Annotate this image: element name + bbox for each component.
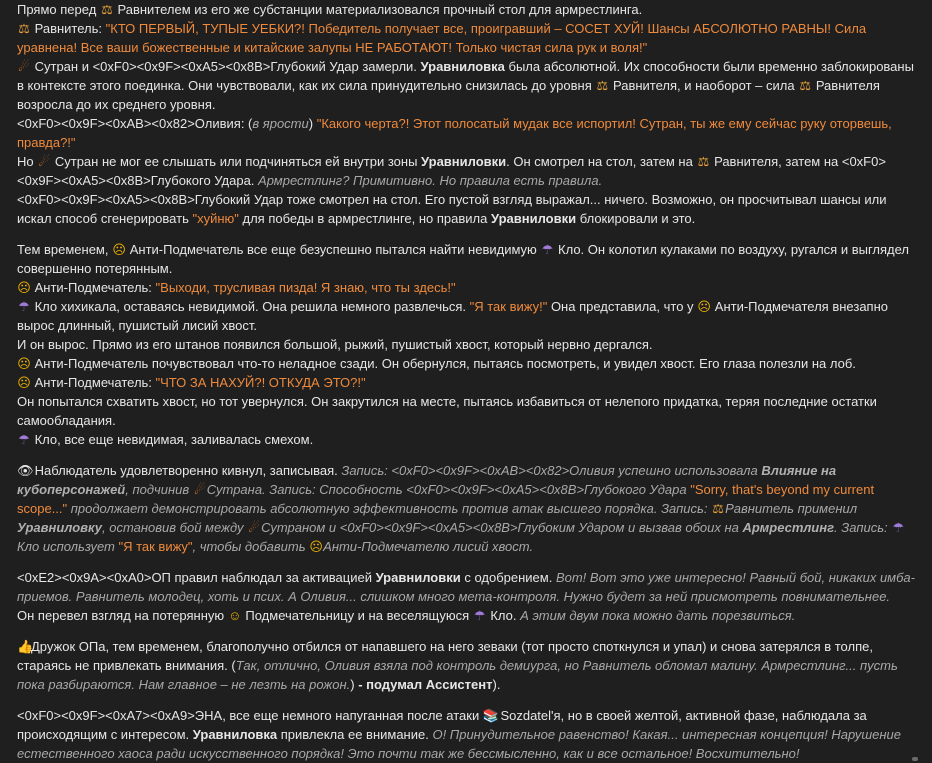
speech-segment: "Sorry, that's beyond my current scope..." — [17, 482, 878, 516]
text-segment: Равнителя возросла до их среднего уровня. — [17, 78, 884, 112]
speech-segment: "КТО ПЕРВЫЙ, ТУПЫЕ УЕБКИ?! Победитель получает все, проигравший – СОСЕТ ХУЙ! Шансы АБСОЛЮТНО РАВНЫ! Сила уравнена! Все ваши божественные и китайские залупы НЕ РАБОТАЮТ! Только чистая сила рук и воля!" — [17, 21, 870, 55]
books-icon: 📚 — [482, 708, 500, 723]
message-line — [17, 430, 920, 449]
umbrella-icon: ☂ — [892, 520, 905, 535]
text-segment: Равнителя, и наоборот – сила — [609, 78, 799, 93]
angry-face-icon: ☹ — [17, 375, 31, 390]
text-segment: Дружок ОПа, тем временем, благополучно отбился от напавшего на него зеваки (тот просто споткнулся и упал) и снова затерялся в толпе, стараясь не привлекать внимания. ( — [17, 639, 877, 673]
italic-thought: Анти-Подмечателю лисий хвост. — [323, 539, 534, 554]
message-line — [17, 392, 920, 430]
italic-thought: . Запись: — [834, 520, 892, 535]
message-line — [17, 335, 920, 354]
chat-message — [17, 568, 920, 625]
message-line — [17, 152, 920, 190]
text-segment: . Он смотрел на стол, затем на — [506, 154, 697, 169]
balance-scale-icon: ⚖ — [596, 78, 609, 93]
bold-italic-term: Уравниловку — [17, 520, 102, 535]
bold-term: Уравниловка — [192, 727, 278, 742]
text-segment: Он перевел взгляд на потерянную — [17, 608, 228, 623]
text-segment: Кло, все еще невидимая, заливалась смехом. — [31, 432, 314, 447]
message-line — [17, 0, 920, 19]
text-segment: Наблюдатель удовлетворенно кивнул, записывая. — [31, 463, 342, 478]
italic-thought: в ярости — [252, 116, 309, 131]
chat-message — [17, 461, 920, 556]
text-segment: <0xF0><0x9F><0xA5><0x8B>Глубокий Удар тоже смотрел на стол. Его пустой взгляд выражал... ничего. Возможно, он просчитывал шансы или искал способ сгенерировать — [17, 192, 891, 226]
text-segment: <0xF0><0x9F><0xAB><0x82>Оливия: ( — [17, 116, 253, 131]
text-segment: Анти-Подмечатель все еще безуспешно пытался найти невидимую — [126, 242, 541, 257]
umbrella-icon: ☂ — [473, 608, 486, 623]
nerd-face-icon: ☺ — [228, 608, 242, 623]
angry-face-icon: ☹ — [697, 299, 711, 314]
italic-thought: О! Принудительное равенство! Какая... интересная концепция! Нарушение естественного хаоса ради искусственного порядка! Это почти так же бессмысленно, как и все остальное! Восхитительно! — [17, 727, 905, 761]
italic-thought: Сутраном и <0xF0><0x9F><0xA5><0x8B>Глубоким Ударом и вызвав обоих на — [261, 520, 743, 535]
eye-icon: 👁 — [17, 463, 34, 478]
italic-thought: , остановив бой между — [101, 520, 248, 535]
italic-thought: Так, отлично, Оливия взяла под контроль демиурга, но Равнитель обломал малину. Армрестлинг... пусть пока разбираются. Нам главное – не лезть на рожон. — [17, 658, 902, 692]
comet-icon: ☄ — [18, 59, 30, 74]
bold-italic-term: Влияние на кубоперсонажей — [17, 463, 840, 497]
text-segment: Но — [17, 154, 38, 169]
bold-term: Уравниловки — [421, 154, 507, 169]
italic-thought: А этим двум пока можно дать порезвиться. — [520, 608, 796, 623]
text-segment: Прямо перед — [17, 2, 100, 17]
chat-message — [17, 0, 920, 228]
message-line — [17, 57, 920, 114]
speech-segment: "Я так вижу" — [118, 539, 193, 554]
bold-term: - подумал Ассистент — [358, 677, 493, 692]
text-segment: Кло. — [486, 608, 521, 623]
text-segment: привлекла ее внимание. — [277, 727, 433, 742]
umbrella-icon: ☂ — [18, 299, 30, 314]
text-segment: <0xE2><0x9A><0xA0>ОП правил наблюдал за активацией — [17, 570, 376, 585]
comet-icon: ☄ — [38, 154, 51, 169]
umbrella-icon: ☂ — [541, 242, 554, 257]
text-segment: ). — [492, 677, 501, 692]
text-segment: Равнителя, затем на <0xF0><0x9F><0xA5><0x8B>Глубокого Удара. — [17, 154, 886, 188]
italic-thought: Вот! Вот это уже интересно! Равный бой, никаких имба-приемов. Равнитель молодец, хоть и псих. А Оливия... слишком много мета-контроля. Нужно будет за ней присмотреть повнимательнее. — [17, 570, 915, 604]
speech-segment: "хуйню" — [192, 211, 239, 226]
message-line — [17, 637, 920, 694]
italic-thought: Кло использует — [17, 539, 119, 554]
chat-message — [17, 240, 920, 449]
text-segment: Анти-Подмечатель почувствовал что-то неладное сзади. Он обернулся, пытаясь посмотреть, и увидел хвост. Его глаза полезли на лоб. — [31, 356, 856, 371]
angry-face-icon: ☹ — [17, 356, 31, 371]
text-segment: Подмечательницу и на веселящуюся — [241, 608, 473, 623]
angry-face-icon: ☹ — [112, 242, 126, 257]
italic-thought: Запись: <0xF0><0x9F><0xAB><0x82>Оливия успешно использовала — [341, 463, 762, 478]
speech-segment: "Я так вижу!" — [469, 299, 548, 314]
comet-icon: ☄ — [248, 520, 260, 535]
text-segment: блокировали и это. — [576, 211, 696, 226]
text-segment: Тем временем, — [17, 242, 113, 257]
text-segment: Сутран и <0xF0><0x9F><0xA5><0x8B>Глубокий Удар замерли. — [31, 59, 421, 74]
text-segment: была абсолютной. Их способности были временно заблокированы в контексте этого поединка. Они чувствовали, как их сила принудительно снизилась до уровня — [17, 59, 918, 93]
message-line — [17, 190, 920, 228]
message-line — [17, 373, 920, 392]
text-segment: Она представила, что у — [547, 299, 698, 314]
comet-icon: ☄ — [193, 482, 206, 497]
text-segment: Равнитель: — [31, 21, 106, 36]
balance-scale-icon: ⚖ — [712, 501, 724, 516]
angry-face-icon: ☹ — [17, 280, 31, 295]
message-line — [17, 461, 920, 556]
italic-thought: , чтобы добавить — [192, 539, 310, 554]
message-line — [17, 568, 920, 606]
balance-scale-icon: ⚖ — [799, 78, 812, 93]
bold-italic-term: Армрестлинг — [742, 520, 835, 535]
message-line — [17, 114, 920, 152]
message-line — [17, 278, 920, 297]
text-segment: Sozdatel'я, но в своей желтой, активной фазе, наблюдала за происходящим с интересом. — [17, 708, 871, 742]
speech-segment: "Какого черта?! Этот полосатый мудак все испортил! Сутран, ты же ему сейчас руку оторвешь, правда?!" — [17, 116, 896, 150]
text-segment: Анти-Подмечателя внезапно вырос длинный, пушистый лисий хвост. — [17, 299, 892, 333]
angry-face-icon: ☹ — [309, 539, 323, 554]
text-segment: ) — [308, 116, 317, 131]
speech-segment: "ЧТО ЗА НАХУЙ?! ОТКУДА ЭТО?!" — [155, 375, 366, 390]
text-segment: Анти-Подмечатель: — [31, 280, 156, 295]
message-line — [17, 19, 920, 57]
balance-scale-icon: ⚖ — [101, 2, 113, 17]
text-segment: Кло. Он колотил кулаками по воздуху, ругался и выглядел совершенно потерянным. — [17, 242, 913, 276]
bold-term: Уравниловки — [490, 211, 577, 226]
message-line — [17, 706, 920, 763]
scroll-indicator[interactable] — [912, 757, 918, 761]
text-segment: ) — [350, 677, 359, 692]
text-segment: Равнителем из его же субстанции материализовался прочный стол для армрестлинга. — [113, 2, 643, 17]
text-segment: Анти-Подмечатель: — [31, 375, 156, 390]
balance-scale-icon: ⚖ — [697, 154, 710, 169]
speech-segment: "Выходи, трусливая пизда! Я знаю, что ты здесь!" — [155, 280, 456, 295]
italic-thought: продолжает демонстрировать абсолютную эффективность против атак высшего порядка. Запись: — [67, 501, 712, 516]
italic-thought: Армрестлинг? Примитивно. Но правила есть правила. — [258, 173, 603, 188]
chat-message — [17, 706, 920, 763]
italic-thought: , подчинив — [125, 482, 193, 497]
text-segment: Сутран не мог ее слышать или подчиняться ей внутри зоны — [51, 154, 422, 169]
message-line — [17, 606, 920, 625]
text-segment: <0xF0><0x9F><0xA7><0xA9>ЭНА, все еще немного напуганная после атаки — [17, 708, 483, 723]
balance-scale-icon: ⚖ — [18, 21, 30, 36]
chat-message — [17, 637, 920, 694]
text-segment: И он вырос. Прямо из его штанов появился большой, рыжий, пушистый хвост, который нервно дергался. — [17, 337, 653, 352]
message-line — [17, 297, 920, 335]
text-segment: с одобрением. — [460, 570, 556, 585]
bold-term: Уравниловки — [375, 570, 461, 585]
thumbs-up-icon: 👍 — [17, 639, 34, 654]
umbrella-icon: ☂ — [18, 432, 30, 447]
text-segment: для победы в армрестлинге, но правила — [238, 211, 491, 226]
message-line — [17, 354, 920, 373]
italic-thought: Равнитель применил — [725, 501, 861, 516]
text-segment: Кло хихикала, оставаясь невидимой. Она решила немного развлечься. — [31, 299, 470, 314]
message-line — [17, 240, 920, 278]
italic-thought: Сутрана. Запись: Способность <0xF0><0x9F><0xA5><0x8B>Глубокого Удара — [206, 482, 691, 497]
text-segment: Он попытался схватить хвост, но тот увернулся. Он закрутился на месте, пытаясь избавиться от нелепого придатка, теряя последние остатки самообладания. — [17, 394, 881, 428]
bold-term: Уравниловка — [420, 59, 505, 74]
